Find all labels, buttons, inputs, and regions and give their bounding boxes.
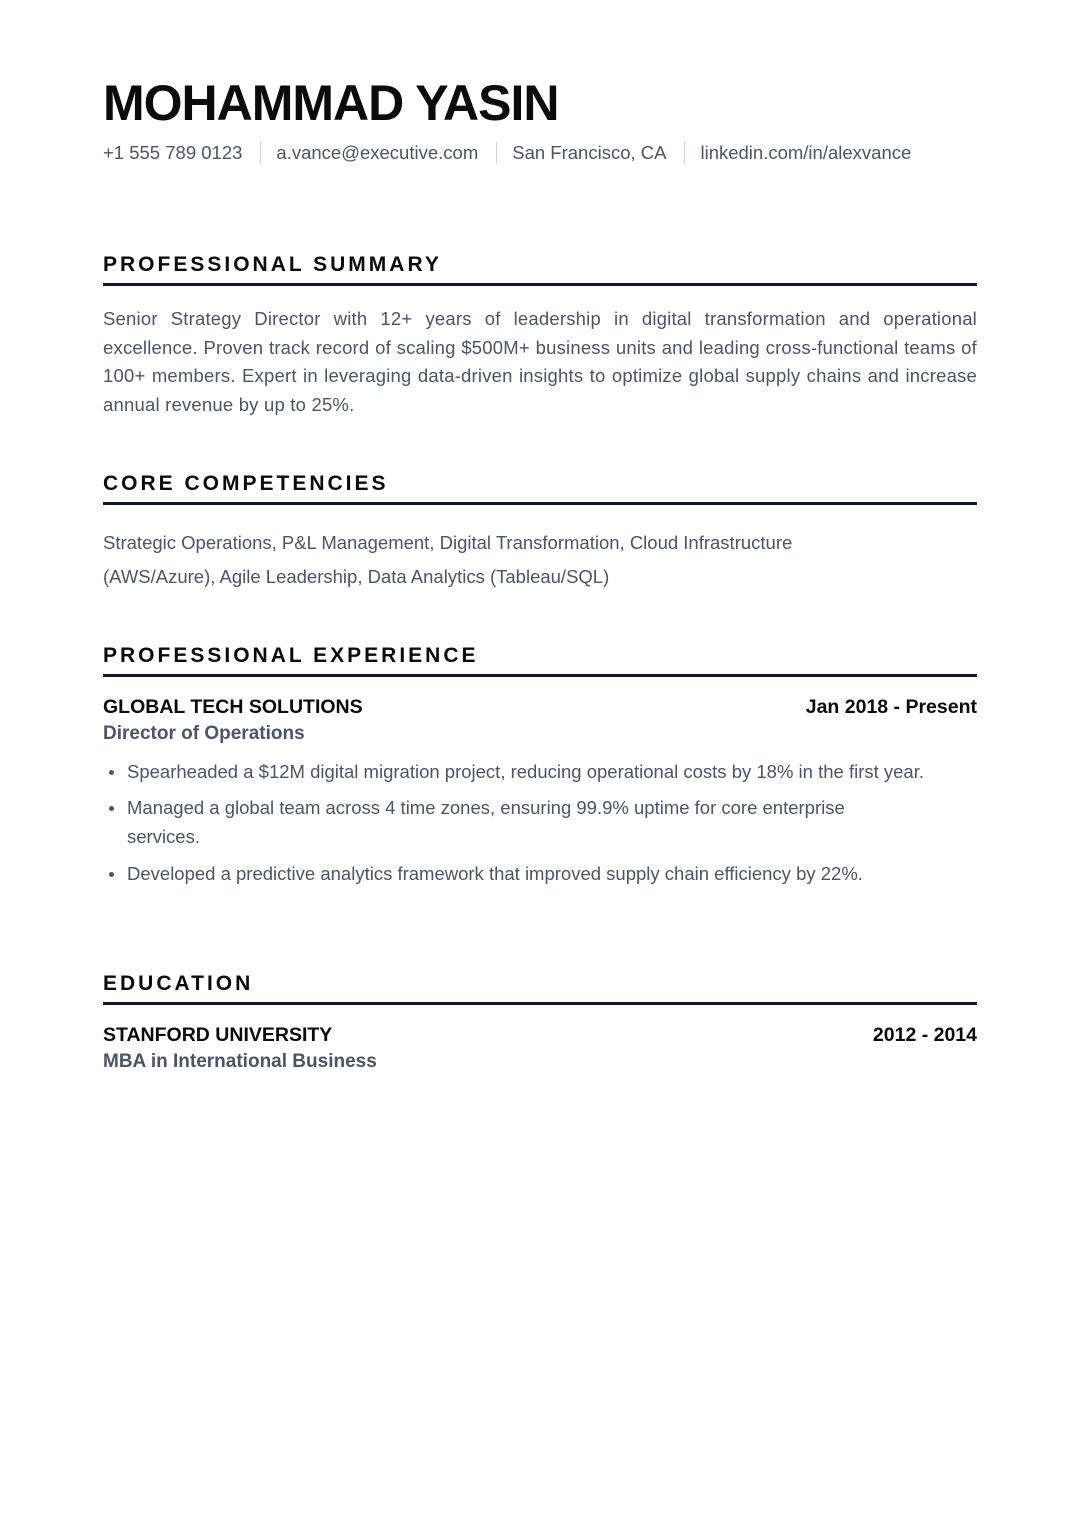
achievement-list xyxy=(103,757,977,888)
section-divider xyxy=(103,283,977,286)
section-title-competencies: CORE COMPETENCIES xyxy=(103,471,389,495)
education-dates: 2012 - 2014 xyxy=(872,1023,977,1046)
contact-row xyxy=(103,141,977,165)
experience-entry-header xyxy=(103,695,977,719)
competencies-text: Strategic Operations, P&L Management, Digital Transformation, Cloud Infrastructure (AWS/Azure), Agile Leadership, Data Analytics (Tableau/SQL) xyxy=(103,531,793,587)
achievement-item: Developed a predictive analytics framework that improved supply chain efficiency by 22%. xyxy=(103,859,977,888)
contact-separator xyxy=(260,142,261,164)
experience-entry xyxy=(103,695,977,888)
section-title-education: EDUCATION xyxy=(103,971,254,995)
achievement-item: Spearheaded a $12M digital migration project, reducing operational costs by 18% in the first year. xyxy=(103,757,977,786)
school-name: STANFORD UNIVERSITY xyxy=(103,1023,333,1046)
education-entry-header xyxy=(103,1023,977,1047)
section-divider xyxy=(103,674,977,677)
contact-linkedin[interactable]: linkedin.com/in/alexvance xyxy=(700,142,912,163)
section-divider xyxy=(103,502,977,505)
job-title: Director of Operations xyxy=(103,722,305,744)
section-title-experience: PROFESSIONAL EXPERIENCE xyxy=(103,643,479,667)
achievement-item: Managed a global team across 4 time zones, ensuring 99.9% uptime for core enterprise services. xyxy=(103,793,977,851)
company-name: GLOBAL TECH SOLUTIONS xyxy=(103,695,363,718)
contact-location: San Francisco, CA xyxy=(512,142,667,163)
education-entry xyxy=(103,1023,977,1075)
section-divider xyxy=(103,1002,977,1005)
employment-dates: Jan 2018 - Present xyxy=(805,695,977,718)
contact-separator xyxy=(496,142,497,164)
contact-email[interactable]: a.vance@executive.com xyxy=(276,142,479,163)
summary-text: Senior Strategy Director with 12+ years of leadership in digital transformation and operational excellence. Proven track record of scaling $500M+ business units and leading cross-functional teams of 100+ members. Expert in leveraging data-driven insights to optimize global supply chains and increase annual revenue by up to 25%. xyxy=(103,308,977,416)
contact-phone: +1 555 789 0123 xyxy=(103,142,243,163)
section-title-summary: PROFESSIONAL SUMMARY xyxy=(103,253,442,276)
candidate-name: MOHAMMAD YASIN xyxy=(103,75,559,131)
contact-separator xyxy=(684,142,685,164)
degree: MBA in International Business xyxy=(103,1050,377,1072)
